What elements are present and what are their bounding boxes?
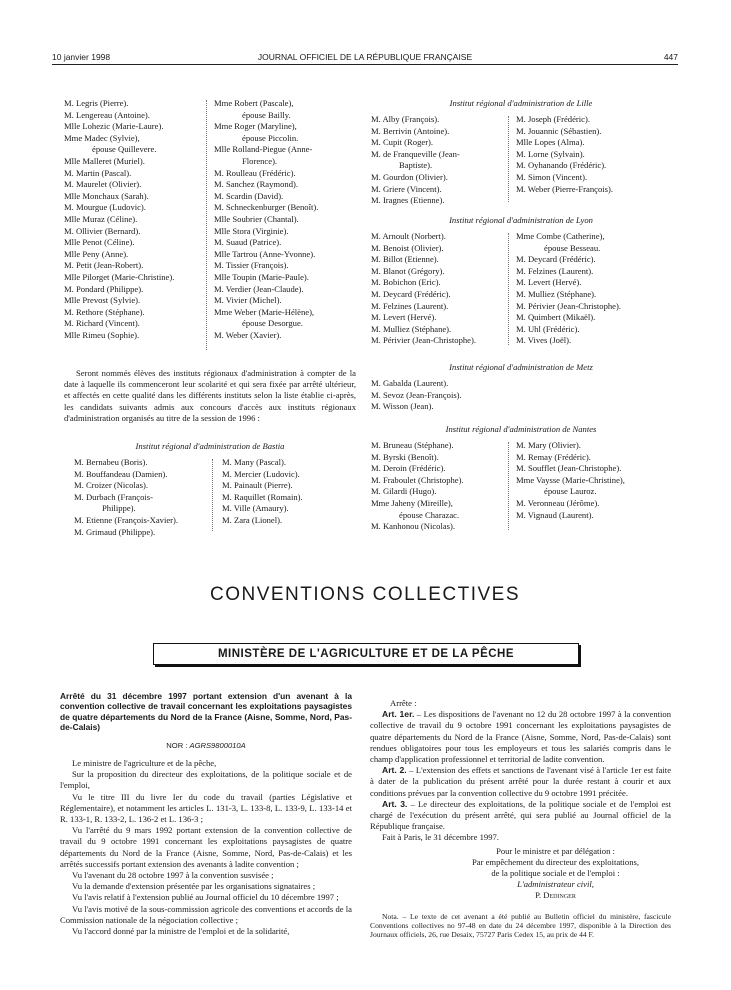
sign-line: Pour le ministre et par délégation : [496, 845, 615, 856]
name-entry: M. Alby (François). [371, 114, 440, 124]
name-entry: M. Vivier (Michel). [214, 295, 282, 306]
metz-col1 [371, 378, 462, 413]
arrete-title: Arrêté du 31 décembre 1997 portant extension d'un avenant à la convention collective de travail concernant les exploitations paysagistes de quatre départements du Nord de la France (Aisne, Somme, Nord, Pas-de-Calais) [60, 691, 352, 733]
article-paragraph [370, 765, 671, 799]
name-entry: M. Painault (Pierre). [222, 480, 293, 491]
name-entry: M. Benoist (Olivier). [371, 242, 444, 253]
visa-paragraph: Vu l'avis motivé de la sous-commission agricole des conventions et accords de la Commission nationale de la négociation collective ; [60, 903, 352, 925]
name-entry: M. Durbach (François- [74, 491, 153, 502]
name-entry: M. Vives (Joël). [516, 335, 572, 346]
article-label: Art. 3. [382, 798, 408, 809]
column-divider [508, 233, 509, 345]
name-entry: Philippe). [102, 503, 136, 514]
name-entry: M. Oyhanando (Frédéric). [516, 160, 607, 171]
ministry-box: MINISTÈRE DE L'AGRICULTURE ET DE LA PÊCHE [153, 643, 579, 665]
name-entry: M. Joseph (Frédéric). [516, 114, 590, 124]
name-entry: M. Sanchez (Raymond). [214, 179, 299, 190]
article-label: Art. 1er. [382, 709, 415, 720]
column-divider [212, 459, 213, 531]
nor-reference [60, 741, 352, 750]
name-entry: Florence). [242, 155, 278, 166]
name-entry: M. Martin (Pascal). [64, 167, 132, 178]
name-entry: M. Deycard (Frédéric). [371, 288, 451, 299]
name-entry: M. Vignaud (Laurent). [516, 509, 594, 520]
visa-paragraph: Vu l'avenant du 28 octobre 1997 à la convention susvisée ; [72, 870, 274, 881]
sign-line: Par empêchement du directeur des exploitations, [471, 856, 640, 867]
name-entry: M. Weber (Xavier). [214, 329, 282, 340]
name-entry: Mlle Peny (Anne). [64, 248, 129, 259]
top-names-col2 [214, 98, 318, 341]
name-entry: Mlle Pilorget (Marie-Christine). [64, 271, 175, 282]
name-entry: Mlle Rimeu (Sophie). [64, 329, 140, 340]
article-label: Art. 2. [382, 765, 407, 776]
name-entry: M. de Franqueville (Jean- [371, 148, 460, 159]
name-entry: M. Arnoult (Norbert). [371, 231, 446, 241]
name-entry: M. Iragnes (Etienne). [371, 195, 445, 206]
name-entry: M. Grimaud (Philippe). [74, 526, 156, 537]
lyon-title: Institut régional d'administration de Lyon [449, 215, 593, 225]
name-entry: M. Deycard (Frédéric). [516, 254, 596, 265]
name-entry: M. Scardin (David). [214, 190, 284, 201]
name-entry: Mlle Penot (Céline). [64, 237, 135, 248]
name-entry: M. Quimbert (Mikaël). [516, 312, 596, 323]
name-entry: M. Soufflet (Jean-Christophe). [516, 463, 622, 474]
name-entry: Mlle Muraz (Céline). [64, 213, 138, 224]
name-entry: M. Legris (Pierre). [64, 98, 129, 108]
column-divider [508, 116, 509, 202]
name-entry: M. Maurelet (Olivier). [64, 179, 142, 190]
name-entry: M. Mulliez (Stéphane). [371, 323, 452, 334]
name-entry: Mlle Toupin (Marie-Paule). [214, 271, 309, 282]
article-paragraph [370, 799, 671, 833]
lille-title: Institut régional d'administration de Lille [449, 98, 593, 108]
name-entry: épouse Desorgue. [242, 318, 303, 329]
article-text: – Le directeur des exploitations, de la politique sociale et de l'emploi est chargé de l'exécution du présent arrêté, qui sera publié au Journal officiel de la République française. [370, 798, 671, 832]
name-entry: M. Byrski (Benoît). [371, 451, 439, 462]
name-entry: M. Richard (Vincent). [64, 318, 140, 329]
name-entry: M. Roulleau (Frédéric). [214, 167, 296, 178]
column-divider [206, 100, 207, 350]
nantes-title: Institut régional d'administration de Nantes [445, 424, 597, 434]
article-text: – Les dispositions de l'avenant no 12 du 28 octobre 1997 à la convention collective de travail du 9 octobre 1991 concernant les exploitations paysagistes de quatre départements du Nord de la France (Aisne, Somme, Nord, Pas-de-Calais) sont rendues obligatoires pour tous les employeurs et tous les salariés compris dans le champ d'application professionnel et territorial de ladite convention. [370, 709, 671, 765]
name-entry: M. Bernabeu (Boris). [74, 457, 148, 467]
header-date: 10 janvier 1998 [52, 52, 111, 62]
article-paragraph [370, 709, 671, 765]
name-entry: M. Simon (Vincent). [516, 171, 588, 182]
name-entry: épouse Piccolin. [242, 132, 299, 143]
name-entry: M. Gilardi (Hugo). [371, 486, 437, 497]
name-entry: M. Ollivier (Bernard). [64, 225, 141, 236]
name-entry: M. Mulliez (Stéphane). [516, 288, 597, 299]
visa-paragraph: Vu l'avis relatif à l'extension publié au Journal officiel du 10 décembre 1997 ; [72, 892, 339, 903]
name-entry: M. Berrivin (Antoine). [371, 125, 450, 136]
name-entry: M. Raquillet (Romain). [222, 491, 303, 502]
journal-title: JOURNAL OFFICIEL DE LA RÉPUBLIQUE FRANÇAISE [257, 52, 473, 62]
bastia-col1 [74, 457, 178, 538]
page-number: 447 [663, 52, 678, 62]
nantes-col1 [371, 440, 464, 533]
nor-label: NOR : [166, 741, 188, 750]
name-entry: M. Remay (Frédéric). [516, 451, 591, 462]
name-entry: M. Lorne (Sylvain). [516, 148, 585, 159]
name-entry: M. Uhl (Frédéric). [516, 323, 580, 334]
name-entry: M. Rethore (Stéphane). [64, 306, 145, 317]
signatory: P. Dedinger [535, 890, 576, 901]
name-entry: Mlle Rolland-Piegue (Anne- [214, 144, 313, 155]
name-entry: M. Suaud (Patrice). [214, 237, 282, 248]
name-entry: M. Bouffandeau (Damien). [74, 468, 168, 479]
visa-paragraph: Vu l'arrêté du 9 mars 1992 portant extension de la convention collective de travail du 9 octobre 1991 concernant les exploitations paysagistes de quatre départements du Nord de la France (Aisne, Somme, Nord, Pas-de-Calais) et les arrêtés successifs portant extension des avenants à ladite convention ; [60, 825, 352, 869]
name-entry: M. Weber (Pierre-François). [516, 183, 613, 194]
name-entry: M. Deroin (Frédéric). [371, 463, 446, 474]
done-at: Fait à Paris, le 31 décembre 1997. [382, 832, 499, 843]
visa-paragraph: Le ministre de l'agriculture et de la pêche, [72, 758, 217, 768]
name-entry: M. Veronneau (Jérôme). [516, 497, 600, 508]
name-entry: Mlle Malleret (Muriel). [64, 155, 145, 166]
name-entry: M. Pondard (Philippe). [64, 283, 144, 294]
nor-code: AGRS9800010A [189, 741, 246, 750]
name-entry: Mlle Stora (Virginie). [214, 225, 289, 236]
lille-col2 [516, 114, 613, 195]
name-entry: Baptiste). [399, 160, 433, 171]
name-entry: Mme Roger (Maryline), [214, 121, 297, 132]
intro-paragraph: Seront nommés élèves des instituts régionaux d'administration à compter de la date à laquelle ils commenceront leur scolarité et qui sera fixée par arrêté ultérieur, et affectés en cette qualité dans les différents instituts selon la liste établie ci-après, les candidats suivants admis aux concours d'accès aux instituts régionaux d'administration organisés au titre de la session de 1996 : [64, 368, 356, 423]
sign-line: de la politique sociale et de l'emploi : [491, 868, 620, 879]
column-divider [508, 442, 509, 530]
name-entry: Mlle Soubrier (Chantal). [214, 213, 299, 224]
name-entry: Mme Weber (Marie-Hélène), [214, 306, 315, 317]
metz-title: Institut régional d'administration de Metz [449, 362, 593, 372]
name-entry: M. Mercier (Ludovic). [222, 468, 300, 479]
name-entry: épouse Lauroz. [544, 486, 597, 497]
name-entry: M. Bruneau (Stéphane). [371, 440, 454, 450]
name-entry: M. Gabalda (Laurent). [371, 378, 449, 388]
name-entry: M. Felzines (Laurent). [371, 300, 449, 311]
name-entry: Mlle Monchaux (Sarah). [64, 190, 149, 201]
arrete-visas [60, 758, 352, 937]
name-entry: M. Etienne (François-Xavier). [74, 514, 179, 525]
name-entry: épouse Bailly. [242, 109, 291, 120]
top-names-col1 [64, 98, 174, 341]
name-entry: M. Verdier (Jean-Claude). [214, 283, 304, 294]
name-entry: M. Gourdon (Olivier). [371, 171, 448, 182]
name-entry: M. Jouannic (Sébastien). [516, 125, 602, 136]
visa-paragraph: Vu l'accord donné par la ministre de l'emploi et de la solidarité, [72, 926, 290, 937]
bastia-col2 [222, 457, 303, 527]
name-entry: Mlle Lopes (Alma). [516, 137, 585, 148]
name-entry: épouse Quillevere. [92, 144, 157, 155]
nantes-col2 [516, 440, 625, 521]
name-entry: M. Kanhonou (Nicolas). [371, 521, 456, 532]
name-entry: épouse Besseau. [544, 242, 601, 253]
bastia-title: Institut régional d'administration de Bastia [135, 441, 285, 451]
lille-col1 [371, 114, 460, 207]
name-entry: Mlle Tartrou (Anne-Yvonne). [214, 248, 316, 259]
name-entry: épouse Charazac. [399, 509, 460, 520]
arrete-label: Arrête : [390, 698, 417, 708]
name-entry: M. Tissier (François). [214, 260, 289, 271]
lyon-col1 [371, 231, 476, 347]
name-entry: M. Felzines (Laurent). [516, 265, 594, 276]
signatory-title: L'administrateur civil, [517, 879, 594, 890]
name-entry: M. Griere (Vincent). [371, 183, 442, 194]
name-entry: M. Zara (Lionel). [222, 514, 283, 525]
name-entry: M. Many (Pascal). [222, 457, 286, 467]
name-entry: Mme Jaheny (Mireille), [371, 497, 453, 508]
name-entry: Mme Madec (Sylvie), [64, 132, 140, 143]
name-entry: M. Croizer (Nicolas). [74, 480, 148, 491]
name-entry: Mlle Prevost (Sylvie). [64, 295, 141, 306]
name-entry: M. Fraboulet (Christophe). [371, 474, 464, 485]
name-entry: M. Levert (Hervé). [516, 277, 582, 288]
visa-paragraph: Vu le titre III du livre Ier du code du travail (parties Législative et Réglementaire), et notamment les articles L. 131-3, L. 133-8, L. 133-9, L. 133-14 et R. 133-1, R. 133-2, L. 136-2 et L. 136-3 ; [60, 791, 352, 825]
name-entry: M. Mary (Olivier). [516, 440, 581, 450]
section-title: CONVENTIONS COLLECTIVES [209, 584, 521, 605]
name-entry: M. Bobichon (Eric). [371, 277, 441, 288]
lyon-col2 [516, 231, 621, 347]
name-entry: M. Lengereau (Antoine). [64, 109, 150, 120]
name-entry: M. Wisson (Jean). [371, 401, 434, 412]
name-entry: Mme Combe (Catherine), [516, 231, 605, 241]
name-entry: M. Levert (Hervé). [371, 312, 437, 323]
name-entry: M. Schneckenburger (Benoît). [214, 202, 319, 213]
name-entry: M. Mourgue (Ludovic). [64, 202, 146, 213]
name-entry: M. Périvier (Jean-Christophe). [371, 335, 477, 346]
name-entry: M. Blanot (Grégory). [371, 265, 445, 276]
visa-paragraph: Vu la demande d'extension présentée par les organisations signataires ; [72, 881, 316, 892]
visa-paragraph: Sur la proposition du directeur des exploitations, de la politique sociale et de l'emploi, [60, 769, 352, 791]
name-entry: M. Périvier (Jean-Christophe). [516, 300, 622, 311]
name-entry: Mlle Lohezic (Marie-Laure). [64, 121, 164, 132]
nota: Nota. – Le texte de cet avenant a été publié au Bulletin officiel du ministère, fascicule Conventions collectives no 97-48 en date du 24 décembre 1997, disponible à la Direction des Journaux officiels, 26, rue Desaix, 75727 Paris Cedex 15, au prix de 44 F. [370, 911, 671, 940]
name-entry: M. Cupit (Roger). [371, 137, 434, 148]
name-entry: Mme Robert (Pascale), [214, 98, 294, 108]
article-text: – L'extension des effets et sanctions de l'avenant visé à l'article 1er est faite à dater de la publication du présent arrêté pour la durée restant à courir et aux conditions prévues par la convention collective du 9 octobre 1991 précitée. [370, 765, 672, 798]
name-entry: M. Ville (Amaury). [222, 503, 289, 514]
name-entry: Mme Vaysse (Marie-Christine), [516, 474, 625, 485]
name-entry: M. Sevoz (Jean-François). [371, 389, 462, 400]
header-rule [52, 64, 678, 65]
arrete-articles [370, 698, 671, 940]
name-entry: M. Petit (Jean-Robert). [64, 260, 144, 271]
name-entry: M. Billot (Etienne). [371, 254, 439, 265]
